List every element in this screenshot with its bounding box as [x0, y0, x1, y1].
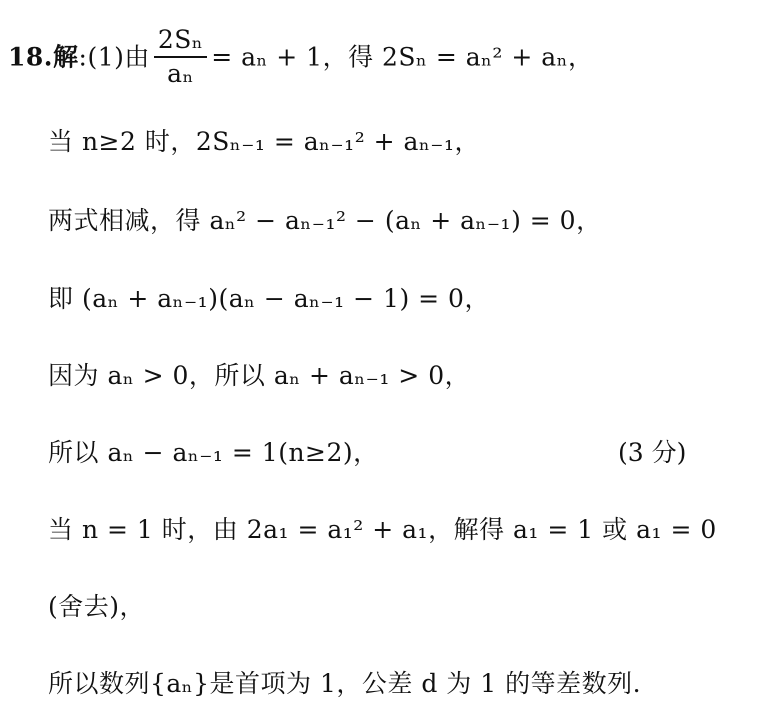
- line-1-text-b: = aₙ + 1，得 2Sₙ = aₙ² + aₙ，: [211, 42, 594, 72]
- solution-line-8: (舍去)，: [48, 592, 146, 621]
- fraction: [154, 26, 207, 88]
- solution-line-4: 即 (aₙ + aₙ₋₁)(aₙ − aₙ₋₁ − 1) = 0，: [48, 284, 490, 313]
- line-1-text-a: :(1)由: [78, 42, 150, 72]
- problem-number: 18.: [8, 42, 53, 72]
- solution-line-5: 因为 aₙ > 0，所以 aₙ + aₙ₋₁ > 0，: [48, 361, 471, 390]
- solution-line-1: [8, 25, 594, 90]
- score-annotation: (3 分): [618, 438, 687, 467]
- fraction-numerator: 2Sₙ: [154, 26, 207, 58]
- solution-line-6: 所以 aₙ − aₙ₋₁ = 1(n≥2)，: [48, 438, 379, 467]
- solution-line-9: 所以数列{aₙ}是首项为 1，公差 d 为 1 的等差数列.: [48, 669, 642, 698]
- solution-line-7: 当 n = 1 时，由 2a₁ = a₁² + a₁，解得 a₁ = 1 或 a₁ = 0: [48, 515, 717, 544]
- solution-label: 解: [53, 42, 79, 72]
- solution-line-2: 当 n≥2 时，2Sₙ₋₁ = aₙ₋₁² + aₙ₋₁，: [48, 127, 480, 156]
- solution-line-3: 两式相减，得 aₙ² − aₙ₋₁² − (aₙ + aₙ₋₁) = 0，: [48, 206, 602, 235]
- fraction-denominator: aₙ: [167, 59, 194, 88]
